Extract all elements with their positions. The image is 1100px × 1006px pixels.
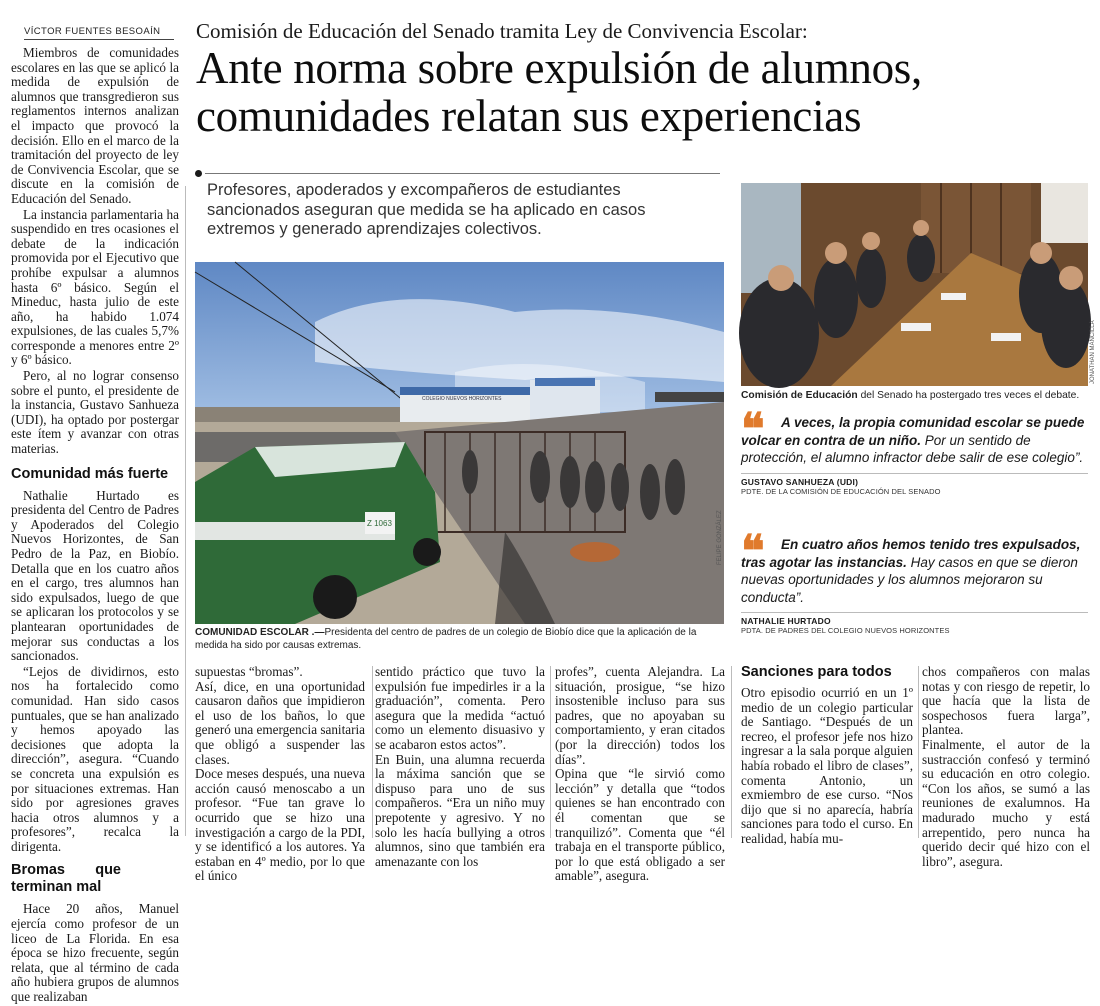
- commission-photo: [741, 183, 1088, 386]
- quote-text: [741, 536, 1088, 606]
- paragraph: Nathalie Hurtado es presidenta del Centro de Padres y Apoderados del Colegio Nuevos Horizontes, de San Pedro de la Paz, en Biobío. Detalla que en los cuatro años en el cargo, tres alumnos han sido expulsados, luego de que se aplicaran los protocolos y se plantearan oportunidades de mejorar sus conductas a los sancionados.: [11, 487, 179, 664]
- deck: Profesores, apoderados y excompañeros de estudiantes sancionados aseguran que medida se ha aplicado en casos extremos y generado aprendizajes colectivos.: [207, 181, 646, 238]
- pull-quote: [741, 526, 1088, 635]
- caption-label: COMUNIDAD ESCOLAR .—: [195, 627, 325, 638]
- main-photo: [195, 262, 724, 624]
- headline: Ante norma sobre expulsión de alumnos, comunidades relatan sus experiencias: [196, 43, 922, 141]
- kicker: Comisión de Educación del Senado tramita Ley de Convivencia Escolar:: [196, 19, 808, 43]
- paragraph: “Lejos de dividirnos, esto nos ha fortalecido como comunidad. Han sido casos puntuales, que se han analizado y hemos apoyado las decisiones que adopta la dirección”, asegura. “Cuando se concreta una expulsión es por situaciones extremas. Han sido por agresiones graves hacia otros alumnos y a profesores”, recalca la dirigenta.: [11, 663, 179, 854]
- quote-role: PDTE. DE LA COMISIÓN DE EDUCACIÓN DEL SENADO: [741, 486, 941, 496]
- paragraph: La instancia parlamentaria ha suspendido en tres ocasiones el debate de la indicación promovida por el Ejecutivo que prohíbe expulsar a alumnos hasta 6º básico. Según el Mineduc, hasta julio de este año, ha habido 1.074 expulsiones, de las cuales 5,7% corresponde a menores entre 2º y 6º básico.: [11, 206, 179, 368]
- quote-text-rest: Por un sentido de protección, el alumno infractor debe salir de ese colegio”.: [741, 432, 1084, 465]
- paragraph: Miembros de comunidades escolares en las que se aplicó la medida de expulsión de alumnos que transgredieron sus reglamentos internos analizan el impacto que provocó la decisión. Ello en el marco de la tramitación del proyecto de ley de Convivencia Escolar, que se discute en la comisión de Educación del Senado.: [11, 45, 179, 206]
- car-plate: Z 1063: [367, 519, 392, 528]
- column-rule: [731, 666, 732, 838]
- body-column: [555, 665, 725, 884]
- quote-text-rest: Hay casos en que se dieron nuevas oportunidades y los alumnos mejoraron su conducta”.: [741, 554, 1078, 605]
- quote-mark-icon: ❝: [741, 404, 765, 455]
- bullet-dot: [195, 170, 202, 177]
- photo2-caption: [741, 390, 1088, 403]
- quote-mark-icon: ❝: [741, 526, 765, 577]
- left-column: [11, 46, 179, 1006]
- caption-text: Presidenta del centro de padres de un colegio de Biobío dice que la aplicación de la medida ha sido por causas extremas.: [195, 627, 697, 651]
- quote-text: [741, 414, 1088, 467]
- quote-author: GUSTAVO SANHUEZA (UDI): [741, 473, 1088, 487]
- deck-rule: [205, 173, 720, 174]
- subhead: Sanciones para todos: [741, 664, 892, 680]
- photo-credit: FELIPE GONZÁLEZ: [717, 510, 723, 565]
- column-text: supuestas “bromas”. Así, dice, en una oportunidad causaron daños que impidieron el uso de los baños, lo que generó una emergencia sanitaria que obligó a suspender las clases. Doce meses después, una nueva acción causó menoscabo a un profesor. “Fue tan grave lo ocurrido que se hizo una investigación a cargo de la PDI, y se identificó a los autores. Ya estaban en 4º medio, por lo que el único: [195, 664, 366, 884]
- paragraph: Pero, al no lograr consenso sobre el punto, el presidente de la instancia, Gustavo Sanhueza (UDI), ha optado por postergar este ítem y avanzar con otras materias.: [11, 368, 179, 457]
- column-text: sentido práctico que tuvo la expulsión fue impedirles ir a la graduación”, comenta. Pero asegura que la medida “actuó como un elemento disuasivo y se acabaron estos actos”. En Buin, una alumna recuerda la máxima sanción que se dispuso para uno de sus compañeros. “Era un niño muy prepotente y agresivo. Y no solo les hacía bullying a otros alumnos, sino que también era amenazante con los: [375, 664, 545, 869]
- column-rule: [550, 666, 551, 838]
- caption-text: del Senado ha postergado tres veces el debate.: [857, 390, 1080, 401]
- column-rule: [918, 666, 919, 838]
- building-sign: COLEGIO NUEVOS HORIZONTES: [422, 396, 502, 402]
- quote-author: NATHALIE HURTADO: [741, 612, 1088, 626]
- column-rule: [372, 666, 373, 838]
- subhead: Bromas que terminan mal: [11, 862, 121, 896]
- column-rule: [185, 186, 186, 836]
- column-text: chos compañeros con malas notas y con riesgo de repetir, lo que hacía que la lista de sospechosos fuera larga”, plantea. Finalmente, el autor de la sustracción confesó y terminó su educación en otro colegio. “Con los años, se sumó a las reuniones de exalumnos. Ha madurado mucho y está arrepentido, pero nunca ha querido decir qué hizo con el libro”, asegura.: [922, 664, 1090, 869]
- column-text: profes”, cuenta Alejandra. La situación, prosigue, “se hizo insostenible incluso para sus padres, que no apoyaban su comportamiento, y eran citados (por la dirección) todos los días”. Opina que “le sirvió como lección” y detalla que “todos quienes se han encontrado con él comentan que se tranquilizó”. Comenta que “él trabaja en el transporte público, por lo que está obligado a ser amable”, asegura.: [555, 664, 725, 884]
- subhead: Comunidad más fuerte: [11, 465, 169, 482]
- quote-text-bold: A veces, la propia comunidad escolar se puede volcar en contra de un niño.: [741, 415, 1085, 448]
- column-text: Otro episodio ocurrió en un 1º medio de un colegio particular de Santiago. “Después de un recreo, el profesor jefe nos hizo ingresar a la sala porque alguien había robado el libro de clases”, comenta Antonio, un exmiembro de ese curso. “Nos dijo que si no aparecía, habría sanciones para todo el curso. En realidad, había mu-: [741, 685, 913, 846]
- caption-label: Comisión de Educación: [741, 390, 858, 401]
- pull-quote: [741, 404, 1088, 496]
- body-column: [741, 664, 913, 847]
- paragraph: Hace 20 años, Manuel ejercía como profesor de un liceo de La Florida. En esa época se hizo frecuente, según relata, que al término de cada año hubiera grupos de alumnos que realizaban: [11, 901, 179, 1005]
- body-column: [195, 665, 365, 884]
- quote-role: PDTA. DE PADRES DEL COLEGIO NUEVOS HORIZONTES: [741, 626, 950, 635]
- quote-text-bold: En cuatro años hemos tenido tres expulsados, tras agotar las instancias.: [741, 537, 1081, 570]
- photo2-credit: JONATHAN MANCILLA: [1090, 320, 1096, 384]
- photo-caption: [195, 627, 724, 652]
- body-column: [922, 665, 1090, 869]
- body-column: [375, 665, 545, 869]
- byline: VÍCTOR FUENTES BESOAÍN: [24, 26, 174, 40]
